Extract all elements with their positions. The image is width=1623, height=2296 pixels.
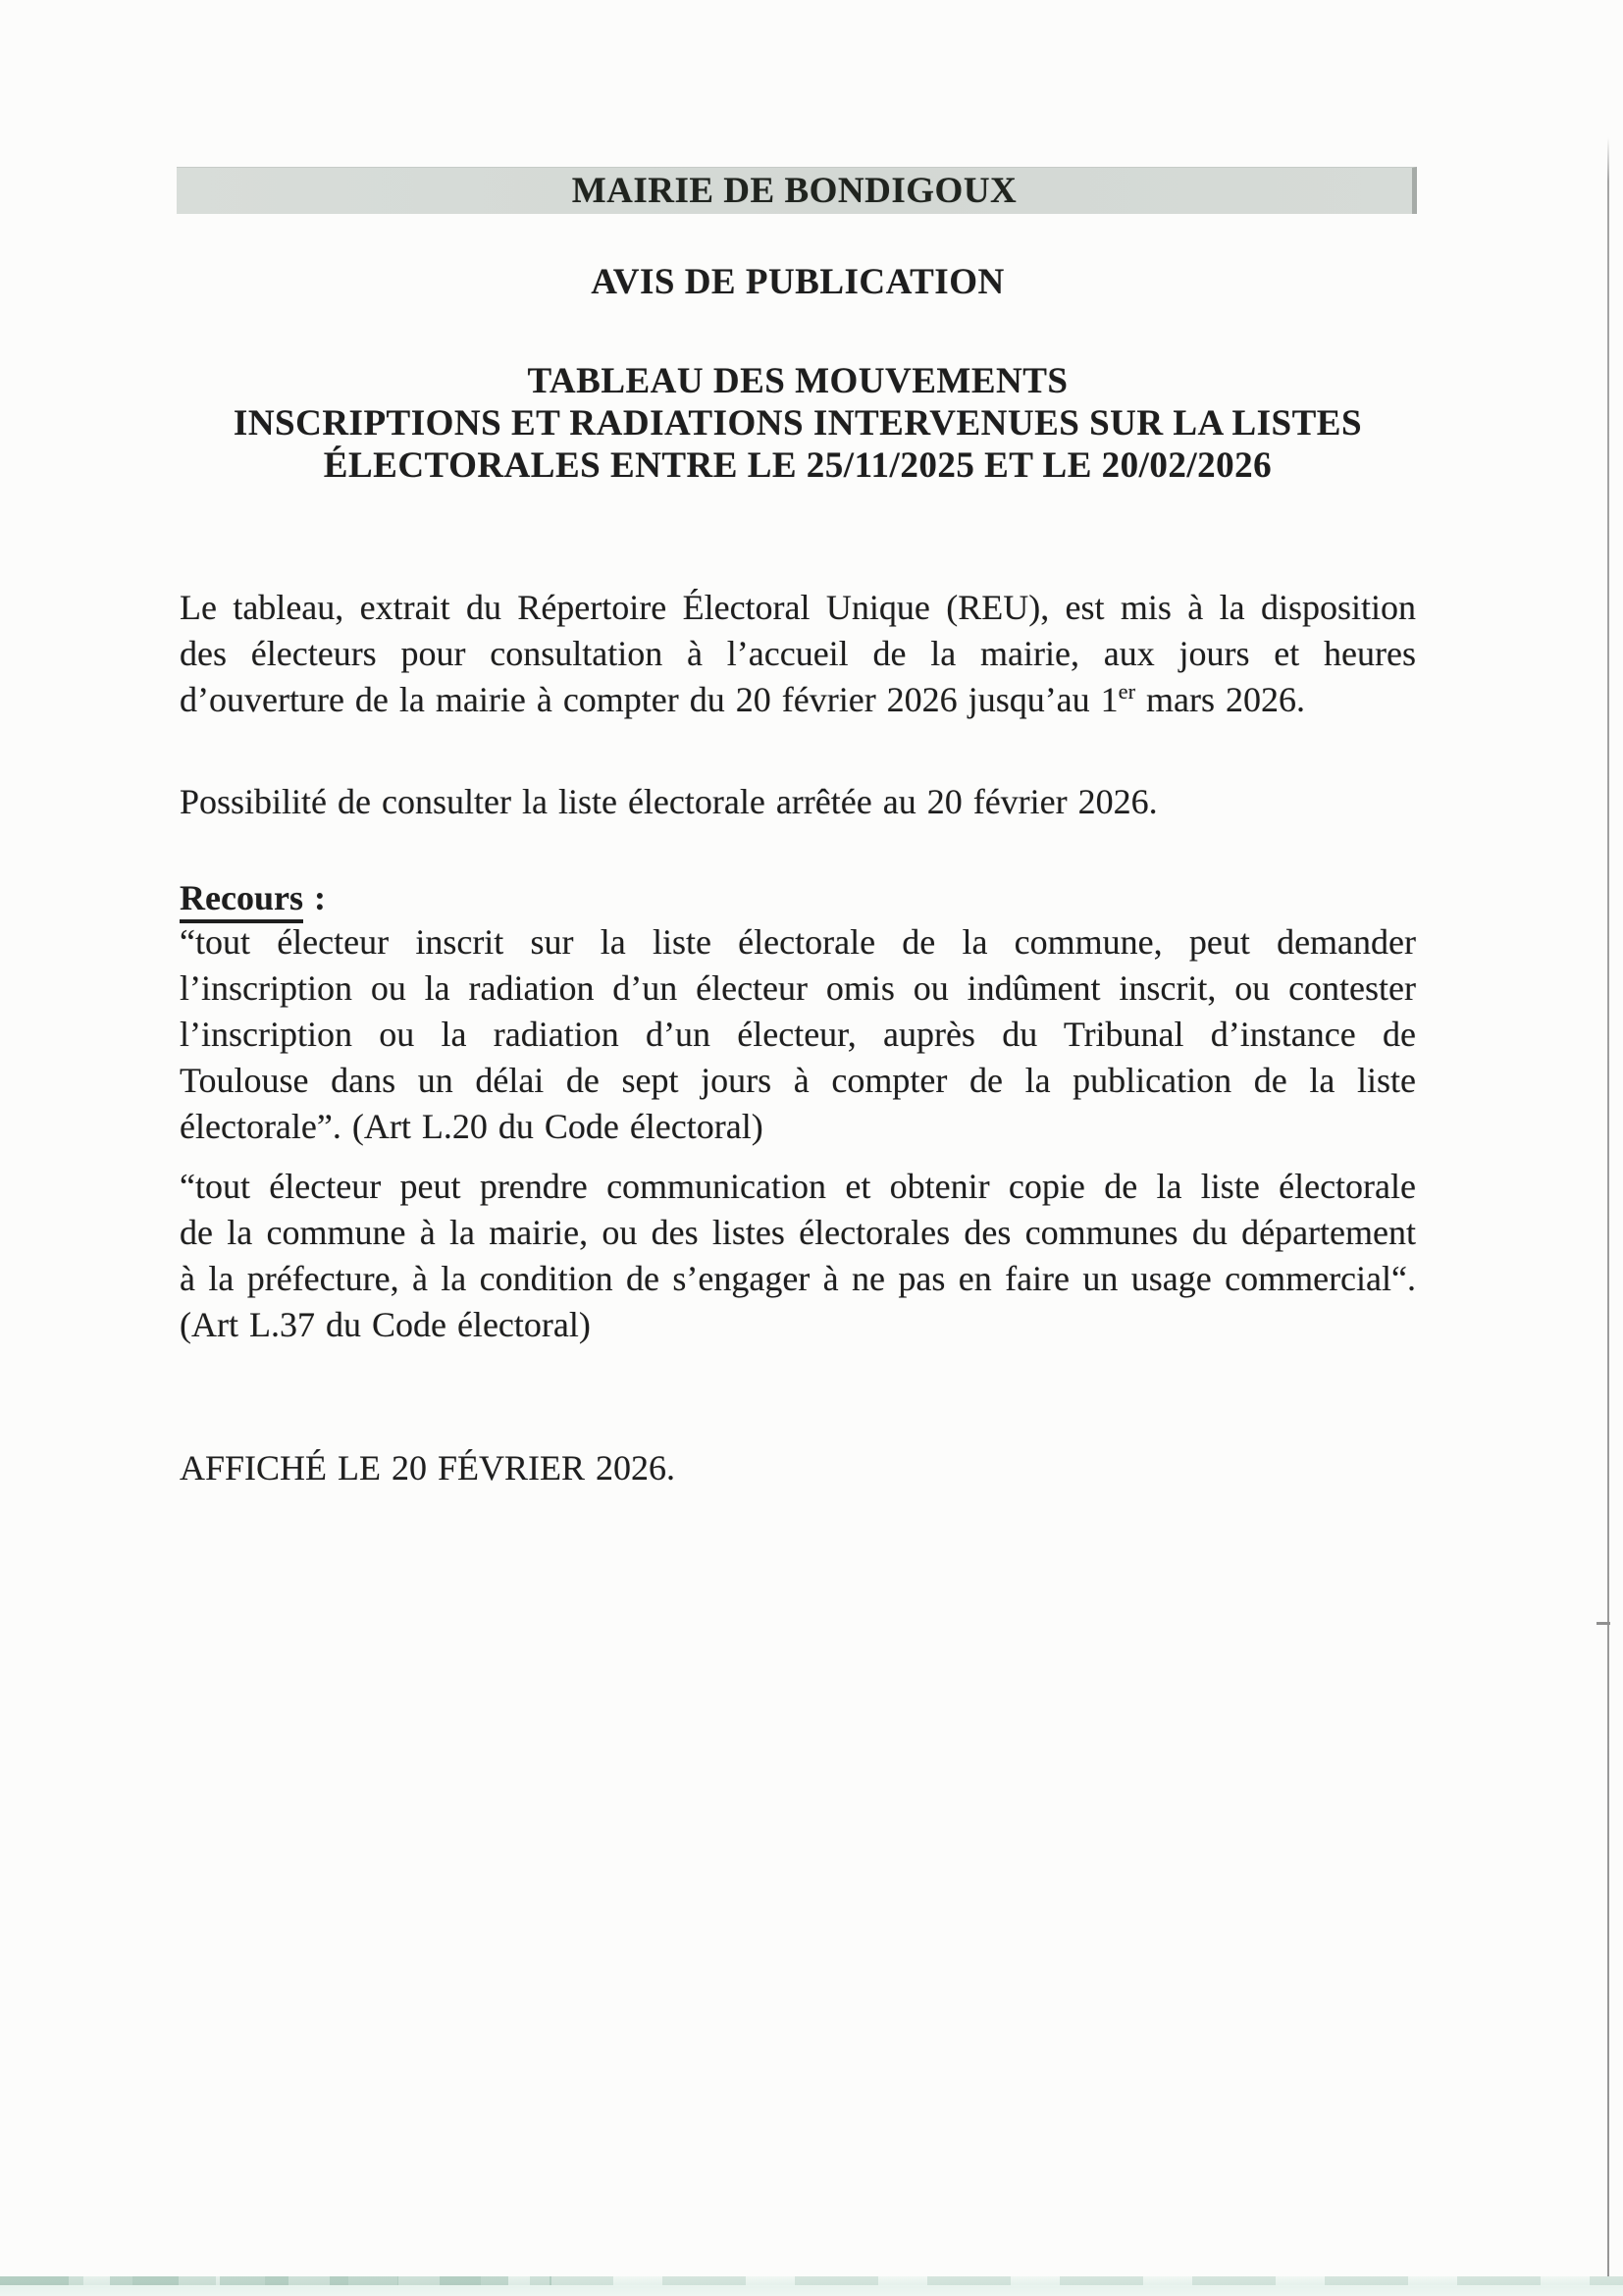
quote1-line-2: l’inscription ou la radiation d’un électeur omis ou indûment inscrit, ou contester xyxy=(180,968,1416,1008)
recours-label: Recours xyxy=(180,878,303,923)
quote2-line-1: “tout électeur peut prendre communication et obtenir copie de la liste électorale xyxy=(180,1167,1416,1206)
banner-title: MAIRIE DE BONDIGOUX xyxy=(571,171,1018,211)
posting-date-line: AFFICHÉ LE 20 FÉVRIER 2026. xyxy=(180,1448,676,1487)
intro-line-1: Le tableau, extrait du Répertoire Électoral Unique (REU), est mis à la disposition xyxy=(180,588,1416,627)
quote2-line-4: (Art L.37 du Code électoral) xyxy=(180,1305,591,1344)
notice-heading xyxy=(180,360,1416,487)
notice-subtitle: AVIS DE PUBLICATION xyxy=(591,262,1005,302)
intro-paragraph xyxy=(180,585,1416,723)
consultation-line: Possibilité de consulter la liste électorale arrêtée au 20 février 2026. xyxy=(180,782,1158,821)
quote2-line-3: à la préfecture, à la condition de s’engager à ne pas en faire un usage commercial“. xyxy=(180,1259,1416,1298)
header-banner xyxy=(177,167,1417,214)
notice-heading-line-1: TABLEAU DES MOUVEMENTS xyxy=(527,361,1069,401)
notice-heading-line-2: INSCRIPTIONS ET RADIATIONS INTERVENUES SUR LA LISTES xyxy=(233,403,1363,444)
ordinal-suffix: er xyxy=(1118,679,1136,704)
quote-paragraph-art-l20 xyxy=(180,919,1416,1150)
scan-edge-tick xyxy=(1597,1622,1610,1625)
scan-edge-line xyxy=(1607,137,1609,2296)
quote1-line-1: “tout électeur inscrit sur la liste électorale de la commune, peut demander xyxy=(180,922,1416,962)
notice-heading-line-3: ÉLECTORALES ENTRE LE 25/11/2025 ET LE 20/02/2026 xyxy=(323,445,1273,486)
quote1-line-5: électorale”. (Art L.20 du Code électoral) xyxy=(180,1107,763,1146)
intro-line-3 xyxy=(180,677,1416,723)
intro-line-3-prefix: d’ouverture de la mairie à compter du 20 février 2026 jusqu’au 1 xyxy=(180,680,1119,719)
intro-line-2: des électeurs pour consultation à l’accueil de la mairie, aux jours et heures xyxy=(180,634,1416,673)
quote-paragraph-art-l37 xyxy=(180,1164,1416,1348)
intro-line-3-suffix: mars 2026. xyxy=(1135,680,1305,719)
bottom-page-edge-strip xyxy=(0,2276,1623,2296)
quote2-line-2: de la commune à la mairie, ou des listes électorales des communes du département xyxy=(180,1213,1416,1252)
recours-heading xyxy=(180,875,1416,923)
quote1-line-4: Toulouse dans un délai de sept jours à compter de la publication de la liste xyxy=(180,1061,1416,1100)
recours-colon: : xyxy=(302,878,326,917)
bottom-strip-dashes-left xyxy=(0,2276,551,2285)
quote1-line-3: l’inscription ou la radiation d’un électeur, auprès du Tribunal d’instance de xyxy=(180,1015,1416,1054)
